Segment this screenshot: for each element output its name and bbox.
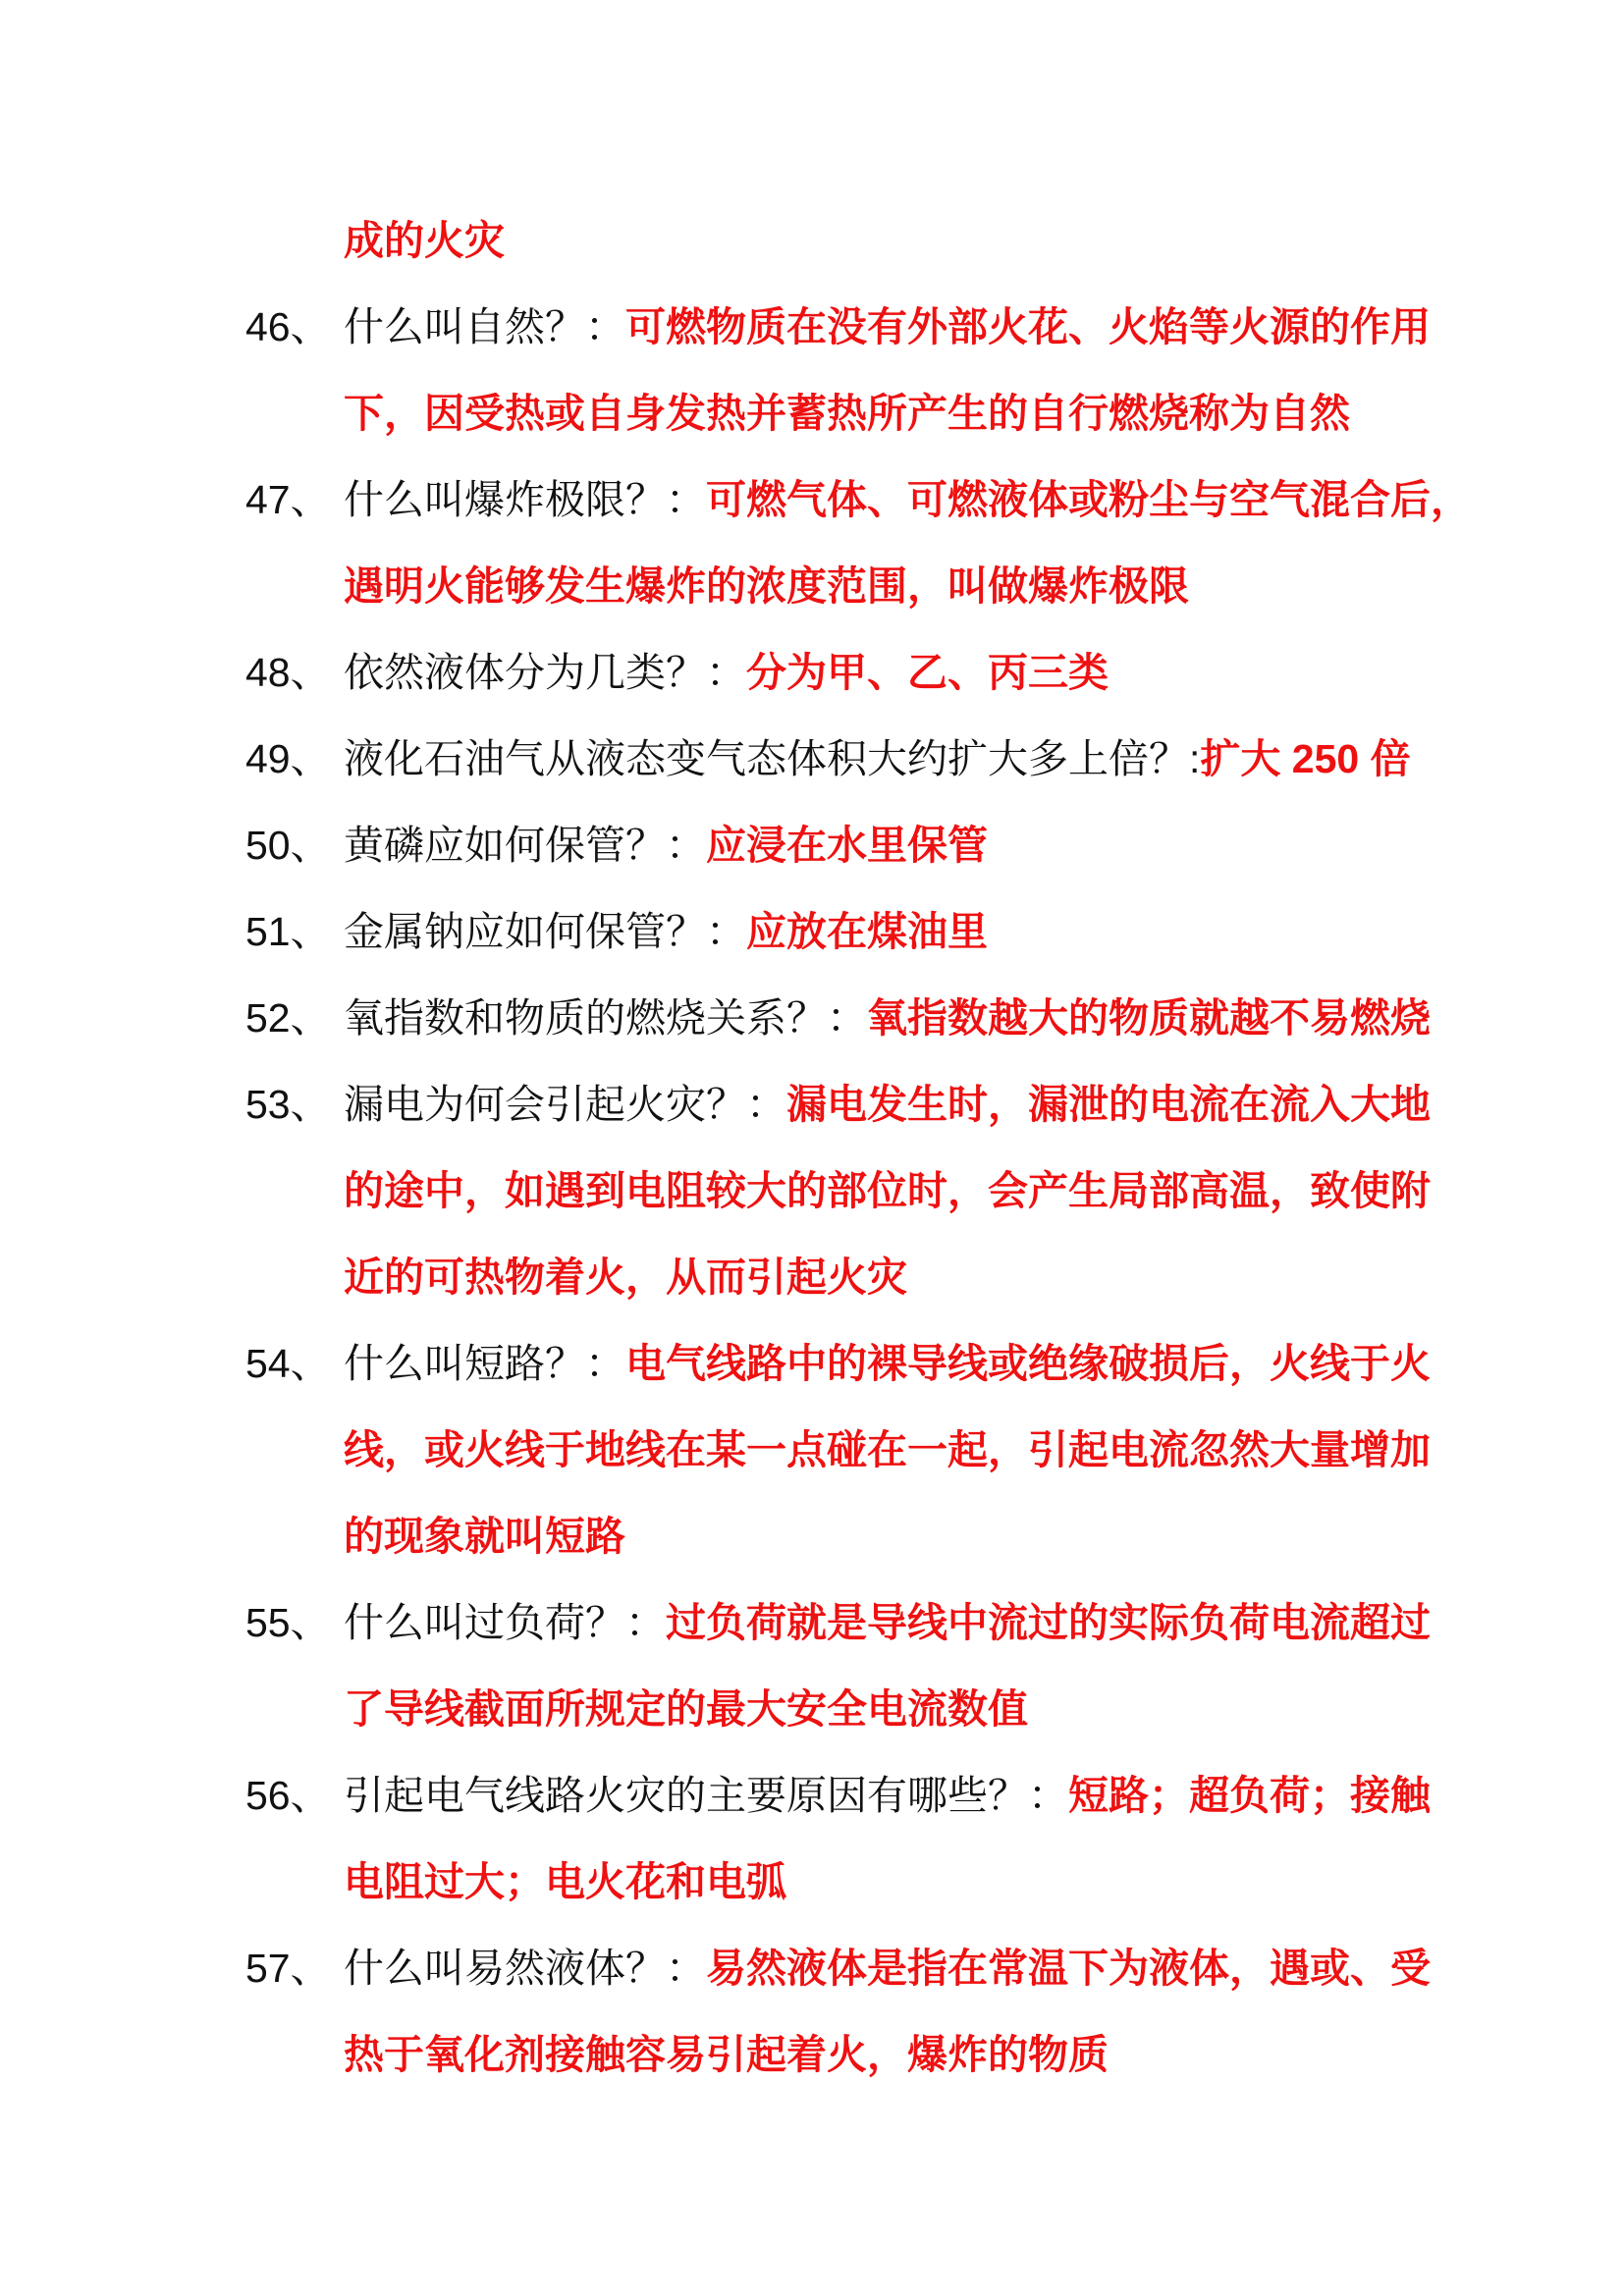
qa-line [245, 543, 1483, 629]
answer-text: 的途中，如遇到电阻较大的部位时，会产生局部高温，致使附 [344, 1168, 1431, 1213]
answer-text: 了导线截面所规定的最大安全电流数值 [344, 1686, 1028, 1732]
answer-text: 遇明火能够发生爆炸的浓度范围，叫做爆炸极限 [344, 563, 1189, 609]
answer-text: 的现象就叫短路 [344, 1514, 625, 1559]
answer-text: 可燃气体、可燃液体或粉尘与空气混合后， [706, 477, 1471, 522]
answer-text: 应浸在水里保管 [706, 823, 988, 868]
answer-text: 下，因受热或自身发热并蓄热所产生的自行燃烧称为自然 [344, 391, 1350, 436]
qa-line [245, 975, 1483, 1061]
question-number: 48、 [245, 650, 331, 695]
answer-text: 分为甲、乙、丙三类 [746, 650, 1109, 695]
question-number: 54、 [245, 1341, 331, 1386]
question-text: 依然液体分为几类？： [344, 650, 746, 695]
qa-line [245, 2011, 1483, 2098]
qa-line [245, 1320, 1483, 1407]
answer-text: 电阻过大；电火花和电弧 [344, 1859, 786, 1904]
question-number: 57、 [245, 1946, 331, 1991]
qa-line [245, 1752, 1483, 1839]
question-text: 什么叫短路？： [344, 1341, 625, 1386]
question-number: 56、 [245, 1773, 331, 1818]
answer-text: 过负荷就是导线中流过的实际负荷电流超过 [666, 1600, 1431, 1645]
question-number: 55、 [245, 1600, 331, 1645]
question-number: 53、 [245, 1082, 331, 1127]
answer-text: 应放在煤油里 [746, 909, 988, 954]
question-number: 46、 [245, 304, 331, 349]
qa-line [245, 456, 1483, 543]
question-text: 漏电为何会引起火灾？： [344, 1082, 786, 1127]
qa-list [245, 197, 1483, 2098]
qa-line [245, 888, 1483, 975]
qa-line [245, 802, 1483, 888]
question-text: 引起电气线路火灾的主要原因有哪些？： [344, 1773, 1068, 1818]
question-number: 49、 [245, 736, 331, 781]
qa-line [245, 197, 1483, 284]
answer-text: 短路；超负荷；接触 [1068, 1773, 1431, 1818]
answer-text: 近的可热物着火，从而引起火灾 [344, 1255, 907, 1300]
qa-line [245, 629, 1483, 716]
answer-text: 氧指数越大的物质就越不易燃烧 [867, 995, 1431, 1041]
qa-line [245, 1493, 1483, 1579]
question-text: 氧指数和物质的燃烧关系？： [344, 995, 867, 1041]
qa-line [245, 1666, 1483, 1752]
qa-line [245, 1234, 1483, 1320]
question-text: 什么叫自然？： [344, 304, 625, 349]
question-number: 50、 [245, 823, 331, 868]
answer-text: 电气线路中的裸导线或绝缘破损后，火线于火 [625, 1341, 1431, 1386]
question-number: 52、 [245, 995, 331, 1041]
answer-text: 扩大 250 倍 [1200, 736, 1411, 781]
qa-line [245, 716, 1483, 802]
answer-text: 可燃物质在没有外部火花、火焰等火源的作用 [625, 304, 1431, 349]
answer-text: 漏电发生时，漏泄的电流在流入大地 [786, 1082, 1431, 1127]
question-text: 什么叫过负荷？： [344, 1600, 666, 1645]
answer-text: 线，或火线于地线在某一点碰在一起，引起电流忽然大量增加 [344, 1427, 1431, 1472]
question-text: 液化石油气从液态变气态体积大约扩大多上倍？: [344, 736, 1201, 781]
question-text: 黄磷应如何保管？： [344, 823, 706, 868]
answer-text: 易然液体是指在常温下为液体，遇或、受 [706, 1946, 1431, 1991]
qa-line [245, 1925, 1483, 2011]
qa-line [245, 284, 1483, 370]
qa-line [245, 1579, 1483, 1666]
qa-line [245, 1407, 1483, 1493]
question-number: 47、 [245, 477, 331, 522]
qa-line [245, 1061, 1483, 1148]
answer-text: 热于氧化剂接触容易引起着火，爆炸的物质 [344, 2032, 1109, 2077]
qa-line [245, 1148, 1483, 1234]
question-text: 什么叫易然液体？： [344, 1946, 706, 1991]
qa-line [245, 370, 1483, 456]
question-text: 什么叫爆炸极限？： [344, 477, 706, 522]
qa-line [245, 1839, 1483, 1925]
question-number: 51、 [245, 909, 331, 954]
answer-text: 成的火灾 [344, 218, 505, 263]
question-text: 金属钠应如何保管？： [344, 909, 746, 954]
